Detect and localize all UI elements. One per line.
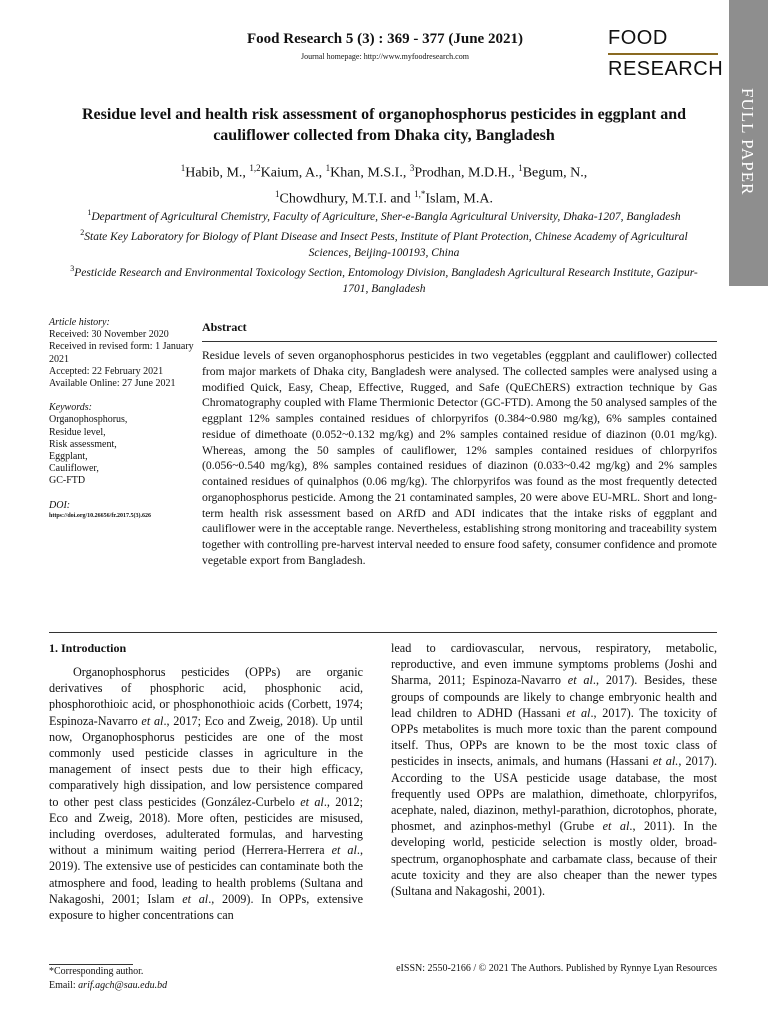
author-line-1 xyxy=(100,158,668,184)
author-affiliation-mark: 1 xyxy=(180,163,186,173)
keyword: GC-FTD xyxy=(49,475,86,487)
journal-citation: Food Research 5 (3) : 369 - 377 (June 2021) xyxy=(247,31,523,47)
doi-heading: DOI: xyxy=(49,499,71,511)
issn-copyright: eISSN: 2550-2166 / © 2021 The Authors. Published by Rynnye Lyan Resources xyxy=(396,963,717,974)
author-affiliation-mark: 1,2 xyxy=(249,163,261,173)
author-affiliation-mark: 3 xyxy=(409,163,415,173)
author-affiliation-mark: 1 xyxy=(325,163,331,173)
citation-etal: et al xyxy=(182,891,209,906)
citation-etal: et al xyxy=(141,713,164,728)
article-info-sidebar xyxy=(49,317,197,520)
abstract-heading: Abstract xyxy=(202,320,247,334)
paper-title: Residue level and health risk assessment of organophosphorus pesticides in eggplant and cauliflower collected from Dhaka city, Bangladesh xyxy=(81,106,687,144)
body-text: Organophosphorus pesticides (OPPs) are organic derivatives of phosphoric acid, phosphonic acid, phosphorothioic acid, or phosphonothioic acids (Corbett, 1974; Espinoza-Navarro xyxy=(49,665,363,728)
introduction-column-left xyxy=(49,664,363,923)
abstract-divider xyxy=(202,341,717,342)
affiliation: $^1$Department of Agricultural Chemistry, Faculty of Agriculture, Sher-e-Bangla Agricultural University, Dhaka-1207, Bangladesh xyxy=(87,208,681,223)
article-type-tab xyxy=(729,0,768,286)
keywords-heading: Keywords: xyxy=(49,402,92,414)
author-affiliation-mark: 1,* xyxy=(414,188,426,199)
body-text: ., 2017). Besides, these groups of compounds are likely to change embryonic health and lead children to ADHD (Hassani xyxy=(391,673,718,720)
accepted-date: Accepted: 22 February 2021 xyxy=(49,365,164,377)
body-text: ., 2012; Eco and Zweig, 2018). More often, pesticides are misused, including overdoses, adulterated formulas, and harvesting without a minimum waiting period (Herrera-Herrera xyxy=(49,794,363,858)
journal-logo xyxy=(608,28,728,79)
author-list xyxy=(100,158,668,209)
section-divider xyxy=(49,632,717,633)
email-label: Email: xyxy=(49,980,79,991)
footnote-divider xyxy=(49,964,133,965)
body-text: ., 2017; Eco and Zweig, 2018). Up until now, Organophosphorus pesticides are one of the most commonly used pesticide classes in agriculture in the management of insect pests due to their high efficacy, comparatively high dissipation, and low persistence compared to other pest class pesticides (González-Curbelo xyxy=(49,713,363,809)
citation-etal: et al xyxy=(300,794,324,809)
author-name: Habib, M., xyxy=(185,165,250,181)
citation-etal: et al xyxy=(567,673,593,688)
abstract-text: Residue levels of seven organophosphorus pesticides in two vegetables (eggplant and cauliflower) collected from major markets of Dhaka city, Bangladesh were analysed. The collected samples were analysed using a modified Quick, Easy, Cheap, Effective, Rugged, and Safe (QuEChERS) extraction technique by Gas Chromatography coupled with Flame Thermionic Detector (GC-FTD). Among the 50 analysed samples of the eggplant 12% samples contained residues of chlorpyrifos (0.384~0.980 mg/kg), 6% samples contained residue of dimethoate (0.052~0.132 mg/kg) and 2% samples contained residue of diazinon (0.01 mg/kg). Whereas, among the 50 samples of cauliflower, 12% samples contained residues of chlorpyrifos (0.056~0.540 mg/kg), 8% samples contained residues of diazinon (0.033~0.42 mg/kg) and 2% samples contained residues of quinalphos (0.06 mg/kg). The chlorpyrifos was found as the most frequently detected organophosphorus pesticide. Among the 21 contaminated samples, 20 were above EU-MRL. Short and long-term health risk assessment based on ARfD and ADI indicates that the intake risks of eggplant and cauliflower were in the acceptable range. Nevertheless, establishing strong monitoring and traceability system together with controlling pre-harvest interval needed to ensure food safety, consumer confidence and promote vegetable export from Bangladesh. xyxy=(202,349,717,567)
doi-link[interactable]: https://doi.org/10.26656/fr.2017.5(3).626 xyxy=(49,512,151,519)
author-name: Kaium, A., xyxy=(260,165,326,181)
keyword: Organophosphorus, xyxy=(49,414,128,426)
introduction-column-right xyxy=(391,640,717,899)
affiliation-list xyxy=(70,205,698,298)
body-text: ., 2019). The extensive use of pesticides can contaminate both the atmosphere and food, leading to health problems (Sultana and Nakagoshi, 2001; Islam xyxy=(49,843,363,906)
author-name: Chowdhury, M.T.I. and xyxy=(279,191,415,207)
revised-date: Received in revised form: 1 January 2021 xyxy=(49,341,194,365)
citation-etal: et al xyxy=(602,819,630,834)
article-type-label: FULL PAPER xyxy=(738,88,757,196)
journal-homepage[interactable]: Journal homepage: http://www.myfoodresearch.com xyxy=(301,52,469,61)
body-text: ., 2017). The toxicity of OPPs metabolites is much more toxic than the parent compound itself. Thus, OPPs are known to be the most toxic class of pesticides in insects, animals, and humans (Hassani xyxy=(391,705,717,769)
keyword-list xyxy=(49,414,197,487)
email-address[interactable]: arif.agch@sau.edu.bd xyxy=(78,980,168,991)
keyword: Residue level, xyxy=(49,426,106,438)
author-name: Islam, M.A. xyxy=(425,191,493,207)
online-date: Available Online: 27 June 2021 xyxy=(49,378,176,390)
body-text: , 2017). According to the USA pesticide usage database, the most frequently used OPPs are malathion, dimethoate, chlorpyrifos, acephate, naled, diazinon, methyl-parathion, dicrotophos, phorate, phosmet, and azinphos-methyl (Grube xyxy=(391,754,717,834)
logo-word-research: RESEARCH xyxy=(608,58,724,80)
body-text: lead to cardiovascular, nervous, respiratory, metabolic, reproductive, and even immune symptoms problems (Joshi and Sharma, 2011; Espinoza-Navarro xyxy=(391,641,717,688)
author-name: Begum, N., xyxy=(522,165,588,181)
citation-etal: et al xyxy=(331,843,357,858)
citation-etal: et al xyxy=(566,705,591,720)
introduction-heading: 1. Introduction xyxy=(49,641,127,655)
author-name: Khan, M.S.I., xyxy=(330,165,410,181)
keyword: Risk assessment, xyxy=(49,438,117,450)
author-affiliation-mark: 1 xyxy=(518,163,523,173)
logo-divider xyxy=(608,53,718,55)
author-email xyxy=(49,980,167,991)
author-name: Prodhan, M.D.H., xyxy=(414,165,519,181)
corresponding-author-note: *Corresponding author. xyxy=(49,966,144,977)
received-date: Received: 30 November 2020 xyxy=(49,329,169,341)
citation-etal: et al. xyxy=(652,754,679,769)
author-affiliation-mark: 1 xyxy=(275,188,280,199)
logo-word-food: FOOD xyxy=(608,27,668,49)
article-history-heading: Article history: xyxy=(49,317,110,328)
keyword: Cauliflower, xyxy=(49,463,99,475)
keyword: Eggplant, xyxy=(49,451,88,463)
body-text: ., 2011). In the developing world, pesticide selection is mostly older, broad-spectrum, organophosphate and carbamate class, because of their acute toxicity and they are also cheaper than the newer types (Sultana and Nakagoshi, 2001). xyxy=(391,819,717,899)
affiliation: $^2$State Key Laboratory for Biology of Plant Disease and Insect Pests, Institute of Plant Protection, Chinese Academy of Agricultural Sciences, Beijing-100193, China xyxy=(80,228,688,260)
affiliation: $^3$Pesticide Research and Environmental Toxicology Section, Entomology Division, Bangladesh Agricultural Research Institute, Gazipur-1701, Bangladesh xyxy=(70,264,698,296)
body-text: ., 2009). In OPPs, extensive exposure to higher concentrations can xyxy=(49,891,363,923)
